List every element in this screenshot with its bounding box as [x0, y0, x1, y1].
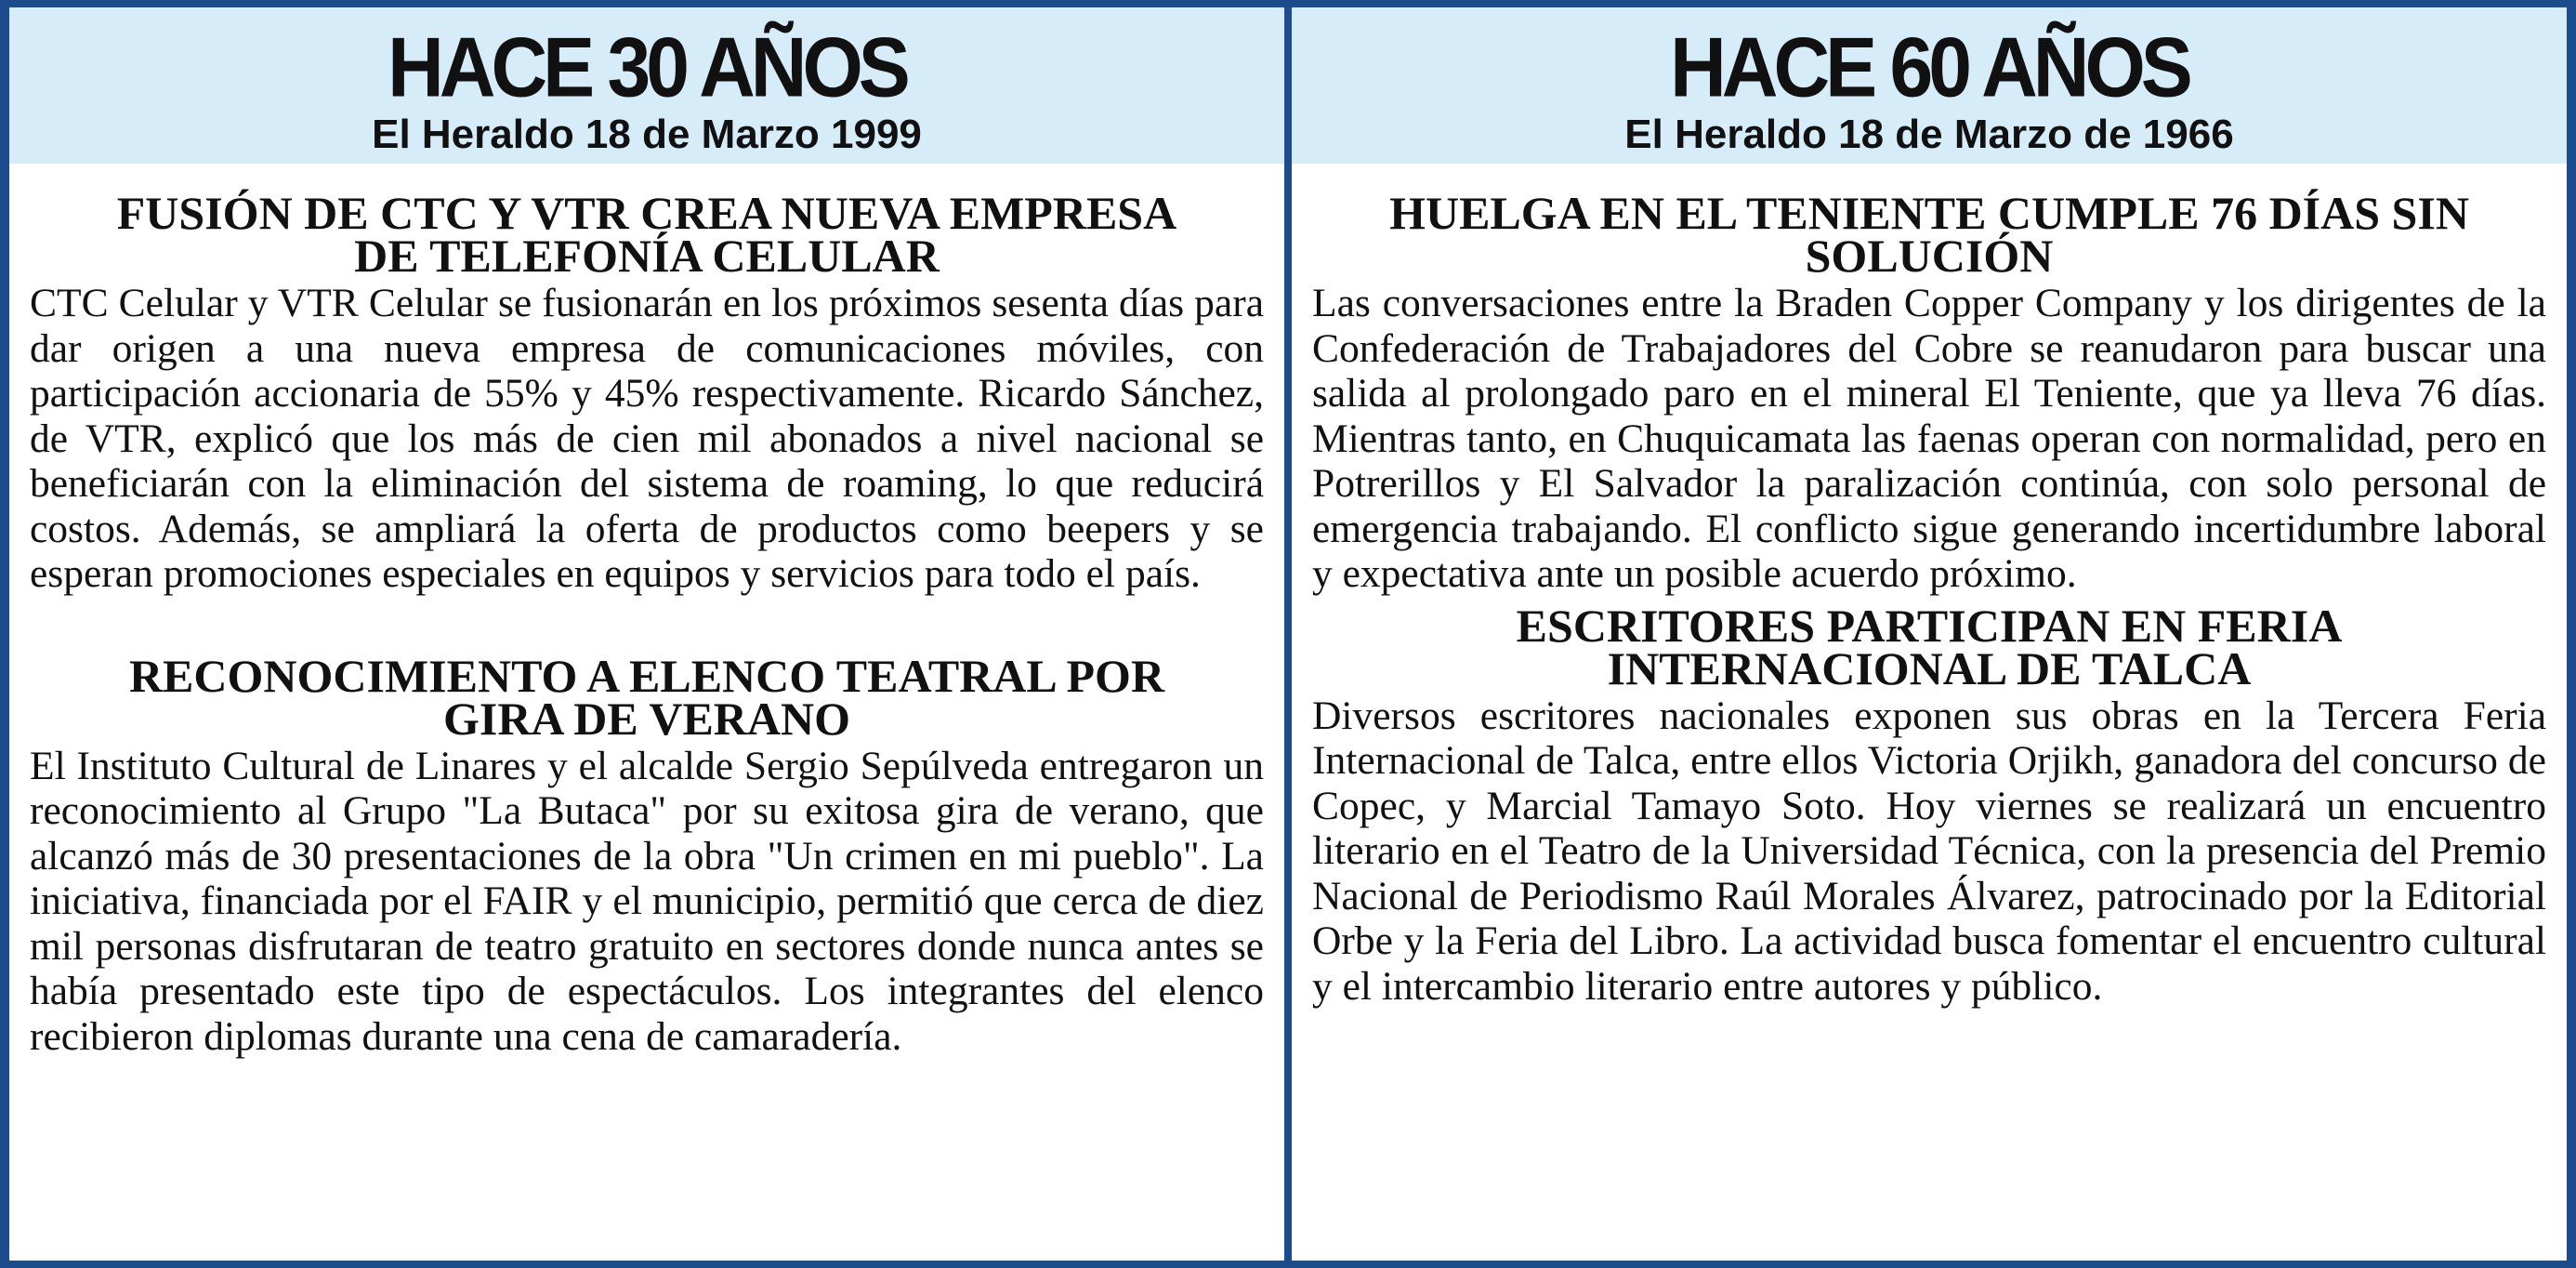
left-column-body	[9, 164, 1284, 1059]
article	[1312, 599, 2546, 1010]
left-column-title: HACE 30 AÑOS	[388, 20, 906, 114]
article-text: Diversos escritores nacionales exponen sus obras en la Tercera Feria Internacional de Talca, entre ellos Victoria Orjikh, ganadora del concurso de Copec, y Marcial Tamayo Soto. Hoy viernes se realizará un encuentro literario en el Teatro de la Universidad Técnica, con la presencia del Premio Nacional de Periodismo Raúl Morales Álvarez, patrocinado por la Editorial Orbe y la Feria del Libro. La actividad busca fomentar el encuentro cultural y el intercambio literario entre autores y público.	[1312, 693, 2546, 1009]
article-text: El Instituto Cultural de Linares y el alcalde Sergio Sepúlveda entregaron un reconocimiento al Grupo "La Butaca" por su exitosa gira de verano, que alcanzó más de 30 presentaciones de la obra "Un crimen en mi pueblo". La iniciativa, financiada por el FAIR y el municipio, permitió que cerca de diez mil personas disfrutaran de teatro gratuito en sectores donde nunca antes se había presentado este tipo de espectáculos. Los integrantes del elenco recibieron diplomas durante una cena de camaradería.	[30, 743, 1264, 1059]
article	[30, 187, 1264, 597]
article-spacer	[30, 597, 1264, 654]
left-column-header	[9, 7, 1284, 164]
left-column-date: El Heraldo 18 de Marzo 1999	[372, 112, 922, 157]
article	[30, 649, 1264, 1060]
article-headline: RECONOCIMIENTO A ELENCO TEATRAL POR GIRA DE VERANO	[128, 649, 1165, 745]
right-column-body	[1292, 164, 2567, 1009]
right-column-date: El Heraldo 18 de Marzo de 1966	[1624, 112, 2234, 157]
article-headline: FUSIÓN DE CTC Y VTR CREA NUEVA EMPRESA DE TELEFONÍA CELULAR	[116, 187, 1177, 282]
newspaper-panel	[9, 7, 2567, 1261]
article-text: CTC Celular y VTR Celular se fusionarán en los próximos sesenta días para dar origen a una nueva empresa de comunicaciones móviles, con participación accionaria de 55% y 45% respectivamente. Ricardo Sánchez, de VTR, explicó que los más de cien mil abonados a nivel nacional se beneficiarán con la eliminación del sistema de roaming, lo que reducirá costos. Además, se ampliará la oferta de productos como beepers y se esperan promociones especiales en equipos y servicios para todo el país.	[30, 281, 1264, 596]
right-column-title: HACE 60 AÑOS	[1670, 20, 2188, 114]
left-column	[9, 7, 1284, 1261]
right-column	[1292, 7, 2567, 1261]
article-text: Las conversaciones entre la Braden Copper Company y los dirigentes de la Confederación de Trabajadores del Cobre se reanudaron para buscar una salida al prolongado paro en el mineral El Teniente, que ya lleva 76 días. Mientras tanto, en Chuquicamata las faenas operan con normalidad, pero en Potrerillos y El Salvador la paralización continúa, con solo personal de emergencia trabajando. El conflicto sigue generando incertidumbre laboral y expectativa ante un posible acuerdo próximo.	[1312, 281, 2546, 596]
article-headline: ESCRITORES PARTICIPAN EN FERIA INTERNACIONAL DE TALCA	[1516, 599, 2343, 694]
right-column-header	[1292, 7, 2567, 164]
article	[1312, 187, 2546, 597]
article-headline: HUELGA EN EL TENIENTE CUMPLE 76 DÍAS SIN SOLUCIÓN	[1389, 187, 2469, 282]
